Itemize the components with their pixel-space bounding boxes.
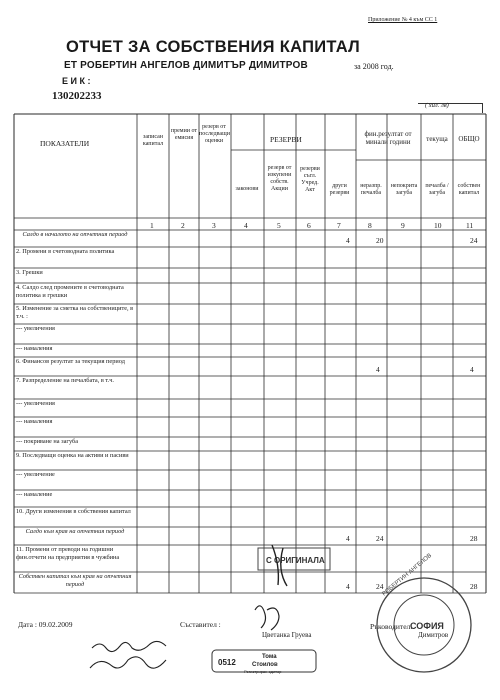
compiler-signature [255, 606, 279, 630]
column-number: 7 [337, 221, 341, 230]
registered-auditor-stamp [212, 650, 316, 674]
row-value-c11: 28 [470, 582, 478, 591]
row-label: 9. Последващи оценка на активи и пасиви [16, 452, 129, 459]
svg-text:Тома: Тома [262, 654, 277, 660]
column-number: 8 [368, 221, 372, 230]
units-label: ( хил. лв) [425, 102, 449, 109]
svg-text:СОФИЯ: СОФИЯ [410, 621, 444, 631]
col-header-total-equity: собствен капитал [457, 183, 481, 196]
column-number: 4 [244, 221, 248, 230]
row-label: --- увеличения [16, 325, 55, 332]
eik-label: Е И К : [62, 76, 91, 86]
col-header-registered-capital: записан капитал [142, 134, 164, 147]
row-value-c8: 20 [376, 236, 384, 245]
footer-head-label: Ръководител: [370, 622, 413, 631]
copy-original-stamp [258, 545, 330, 586]
column-number: 1 [150, 221, 154, 230]
svg-text:0512: 0512 [218, 658, 236, 667]
fin-result-group-header: фин.резултат от минали години [364, 130, 412, 146]
eik-value: 130202233 [52, 90, 102, 102]
company-round-seal [377, 553, 471, 672]
row-label: --- намаления [16, 418, 53, 425]
footer-compiler-name: Цветанка Груева [262, 631, 312, 639]
row-label: 7. Разпределение на печалбата, в т.ч. [16, 377, 115, 384]
row-label: --- намаление [16, 491, 53, 498]
handwritten-date-signature [90, 641, 166, 668]
row-label: Собствен капитал към края на отчетния период [18, 573, 132, 588]
column-number: 3 [212, 221, 216, 230]
row-value-c11: 24 [470, 236, 478, 245]
row-label: Салдо към края на отчетния период [25, 528, 125, 535]
svg-text:Регистриран одитор: Регистриран одитор [244, 669, 282, 674]
indicators-header: ПОКАЗАТЕЛИ [40, 139, 90, 148]
annex-label: Приложение № 4 към СС 1 [368, 17, 438, 23]
col-header-current-profit-loss: печалба / загуба [425, 183, 449, 196]
current-group-header: текуща [426, 135, 448, 143]
row-label: Салдо в началото на отчетния период [22, 231, 128, 238]
col-header-undistributed-profit: неразпр. печалба [360, 183, 382, 196]
row-label: 6. Финансов резултат за текущия период [16, 358, 125, 365]
row-value-c11: 28 [470, 534, 478, 543]
col-header-other-reserves: други резерви [329, 183, 350, 196]
svg-text:Стоилов: Стоилов [252, 662, 278, 668]
footer-compiler-label: Съставител : [180, 620, 221, 629]
svg-text:С ОРИГИНАЛА: С ОРИГИНАЛА [266, 556, 325, 565]
column-number: 5 [277, 221, 281, 230]
row-label: 4. Салдо след промените в счетоводната политика и грешки [16, 284, 124, 299]
column-number: 10 [434, 221, 442, 230]
col-header-statutory-reserve: резерви съгл. Учред. Акт [300, 166, 320, 193]
row-label: --- увеличения [16, 400, 55, 407]
row-value-c8: 4 [376, 365, 380, 374]
column-number: 6 [307, 221, 311, 230]
row-value-c8: 24 [376, 582, 384, 591]
svg-text:РОБЕРТИН АНГЕЛОВ: РОБЕРТИН АНГЕЛОВ [381, 552, 434, 598]
row-label: 11. Промени от преводи на годишни фин.отчети на предприятия в чужбина [16, 546, 120, 561]
row-label: 3. Грешки [16, 269, 43, 276]
company-name: ЕТ РОБЕРТИН АНГЕЛОВ ДИМИТЪР ДИМИТРОВ [64, 60, 308, 71]
row-value-c11: 4 [470, 365, 474, 374]
row-label: --- намаления [16, 345, 53, 352]
row-label: 10. Други изменения в собствения капитал [16, 508, 131, 515]
row-label: 5. Изменение за сметка на собствениците, в т.ч. : [16, 305, 134, 320]
col-header-uncovered-loss: непокрита загуба [390, 183, 418, 196]
col-header-revaluation-reserve: резерв от последващи оценки [199, 124, 230, 144]
col-header-issue-premium: премии от емисия [170, 128, 198, 141]
column-number: 11 [466, 221, 474, 230]
row-value-c7: 4 [346, 582, 350, 591]
column-number: 9 [401, 221, 405, 230]
row-label: --- увеличение [16, 471, 55, 478]
col-header-legal: законови [235, 186, 259, 192]
row-label: 2. Промени в счетоводната политика [16, 248, 115, 255]
row-value-c7: 4 [346, 236, 350, 245]
row-value-c7: 4 [346, 534, 350, 543]
footer-head-name: Димитров [418, 631, 449, 639]
report-title: ОТЧЕТ ЗА СОБСТВЕНИЯ КАПИТАЛ [66, 38, 361, 56]
column-number: 2 [181, 221, 185, 230]
reserves-group-header: РЕЗЕРВИ [270, 135, 302, 144]
report-year: за 2008 год. [354, 62, 394, 71]
total-group-header: ОБЩО [458, 135, 480, 143]
col-header-treasury-reserve: резерв от изкупени собств. Акции [267, 165, 292, 192]
row-label: --- покриване на загуба [16, 438, 79, 445]
footer-date: Дата : 09.02.2009 [18, 620, 73, 629]
row-value-c8: 24 [376, 534, 384, 543]
